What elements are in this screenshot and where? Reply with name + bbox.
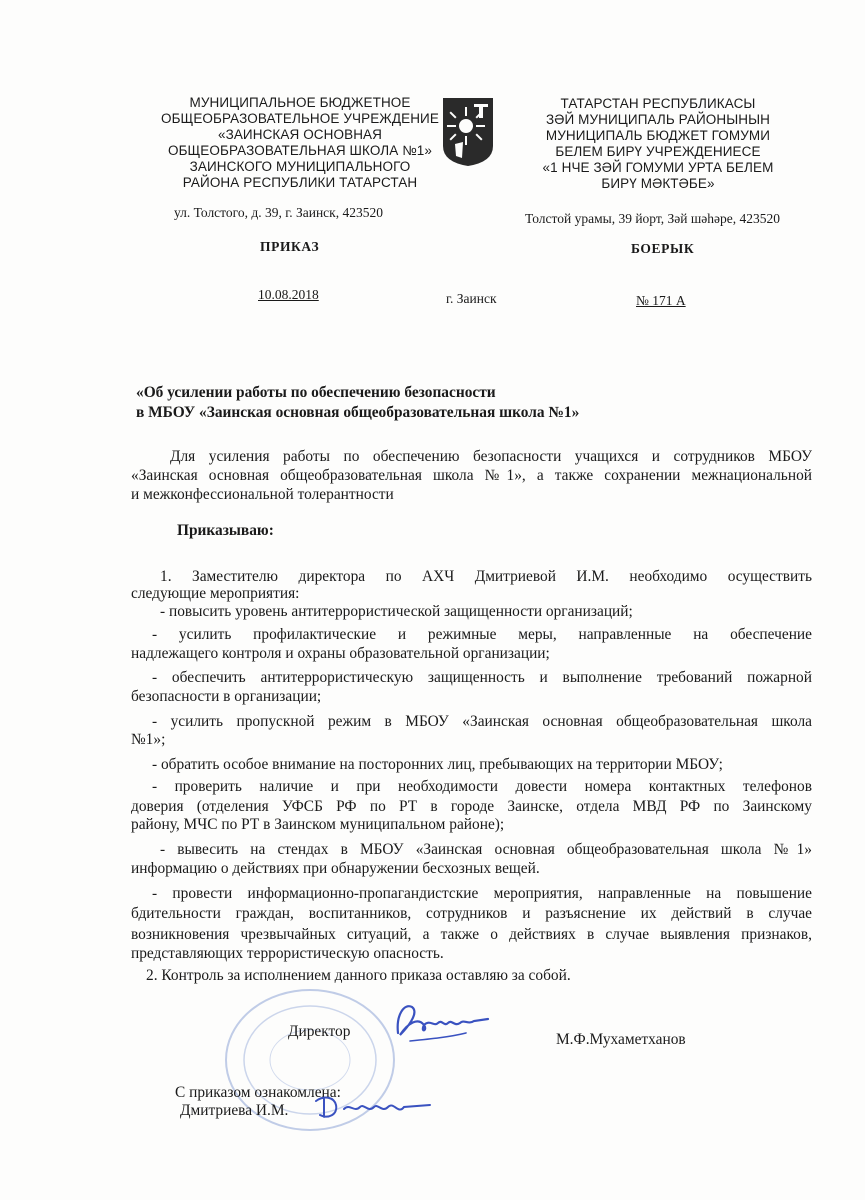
bullet-line: надлежащего контроля и охраны образовательной организации; [131, 645, 550, 662]
intro-line: Для усиления работы по обеспечению безопасности учащихся и сотрудников МБОУ [170, 448, 812, 465]
command-heading: Приказываю: [177, 522, 274, 539]
header-left-line: РАЙОНА РЕСПУБЛИКИ ТАТАРСТАН [182, 175, 418, 190]
header-right-line: ТАТАРСТАН РЕСПУБЛИКАСЫ [560, 96, 756, 111]
intro-line: «Заинская основная общеобразовательная школа №1», а также сохранении межнациональной [131, 467, 812, 484]
bullet-line: №1»; [131, 731, 166, 748]
left-address: ул. Толстого, д. 39, г. Заинск, 423520 [174, 205, 383, 220]
header-left-line: «ЗАИНСКАЯ ОСНОВНАЯ [217, 127, 383, 142]
director-signature-icon [390, 995, 500, 1050]
header-left-line: ЗАИНСКОГО МУНИЦИПАЛЬНОГО [189, 159, 411, 174]
bullet-line: - вывесить на стендах в МБОУ «Заинская основная общеобразовательная школа №1» [160, 841, 812, 858]
bullet-line: - обеспечить антитеррористическую защищенность и выполнение требований пожарной [152, 669, 812, 686]
document-title-line2: в МБОУ «Заинская основная общеобразовательная школа №1» [136, 404, 580, 421]
header-right-line: МУНИЦИПАЛЬ БЮДЖЕТ ГОМУМИ [545, 128, 771, 143]
right-address: Толстой урамы, 39 йорт, Зәй шәһәре, 423520 [525, 211, 780, 226]
bullet-line: - повысить уровень антитеррористической защищенности организаций; [160, 603, 633, 620]
bullet-line: - усилить пропускной режим в МБОУ «Заинская основная общеобразовательная школа [152, 713, 812, 730]
order-number: № 171 А [636, 293, 686, 308]
signature-name: М.Ф.Мухаметханов [556, 1031, 686, 1048]
bullet-line: представляющих террористическую опасность. [131, 945, 444, 962]
bullet-line: - усилить профилактические и режимные меры, направленные на обеспечение [152, 626, 812, 643]
header-right-line: БЕЛЕМ БИРҮ УЧРЕЖДЕНИЕСЕ [555, 144, 761, 159]
header-right-line: «1 НЧЕ ЗӘЙ ГОМУМИ УРТА БЕЛЕМ [542, 160, 774, 175]
bullet-line: информацию о действиях при обнаружении бесхозных вещей. [131, 860, 540, 877]
bullet-line: - проверить наличие и при необходимости довести номера контактных телефонов [152, 778, 812, 795]
bullet-line: бдительности граждан, воспитанников, сотрудников и разъяснение их действий в случае [131, 905, 812, 922]
header-left-line: ОБЩЕОБРАЗОВАТЕЛЬНАЯ ШКОЛА №1» [167, 143, 432, 158]
item-2-line: 2. Контроль за исполнением данного приказа оставляю за собой. [146, 967, 571, 984]
header-left [155, 95, 445, 191]
bullet-line: району, МЧС по РТ в Заинском муниципальном районе); [131, 816, 505, 833]
bullet-line: - провести информационно-пропагандистские мероприятия, направленные на повышение [152, 885, 812, 902]
item-1-line: 1. Заместителю директора по АХЧ Дмитриевой И.М. необходимо осуществить [160, 568, 812, 585]
header-left-line: ОБЩЕОБРАЗОВАТЕЛЬНОЕ УЧРЕЖДЕНИЕ [161, 111, 439, 126]
document-title-line1: «Об усилении работы по обеспечению безопасности [136, 384, 496, 401]
acquainted-signature-icon [310, 1085, 440, 1130]
order-label-ru: ПРИКАЗ [260, 239, 320, 254]
bullet-line: - обратить особое внимание на посторонних лиц, пребывающих на территории МБОУ; [152, 756, 723, 773]
header-right-line: БИРҮ МӘКТӘБЕ» [601, 176, 715, 191]
order-label-tt: БОЕРЫК [631, 241, 695, 256]
order-date: 10.08.2018 [258, 287, 319, 302]
signature-role: Директор [288, 1023, 351, 1040]
order-city: г. Заинск [446, 291, 497, 306]
header-right-line: ЗӘЙ МУНИЦИПАЛЬ РАЙОНЫНЫН [545, 112, 771, 127]
bullet-line: возникновения чрезвычайных ситуаций, а также о действиях в случае выявления признаков, [131, 926, 812, 943]
bullet-line: доверия (отделения УФСБ РФ по РТ в городе Заинске, отдела МВД РФ по Заинскому [131, 798, 812, 815]
bullet-line: безопасности в организации; [131, 688, 322, 705]
acquainted-label: С приказом ознакомлена: [175, 1084, 341, 1101]
item-1-line: следующие мероприятия: [131, 585, 300, 602]
acquainted-name: Дмитриева И.М. [180, 1102, 289, 1119]
school-emblem-icon [441, 96, 495, 168]
header-left-line: МУНИЦИПАЛЬНОЕ БЮДЖЕТНОЕ [189, 95, 411, 110]
intro-line: и межконфессиональной толерантности [131, 486, 394, 503]
header-right [508, 96, 808, 192]
